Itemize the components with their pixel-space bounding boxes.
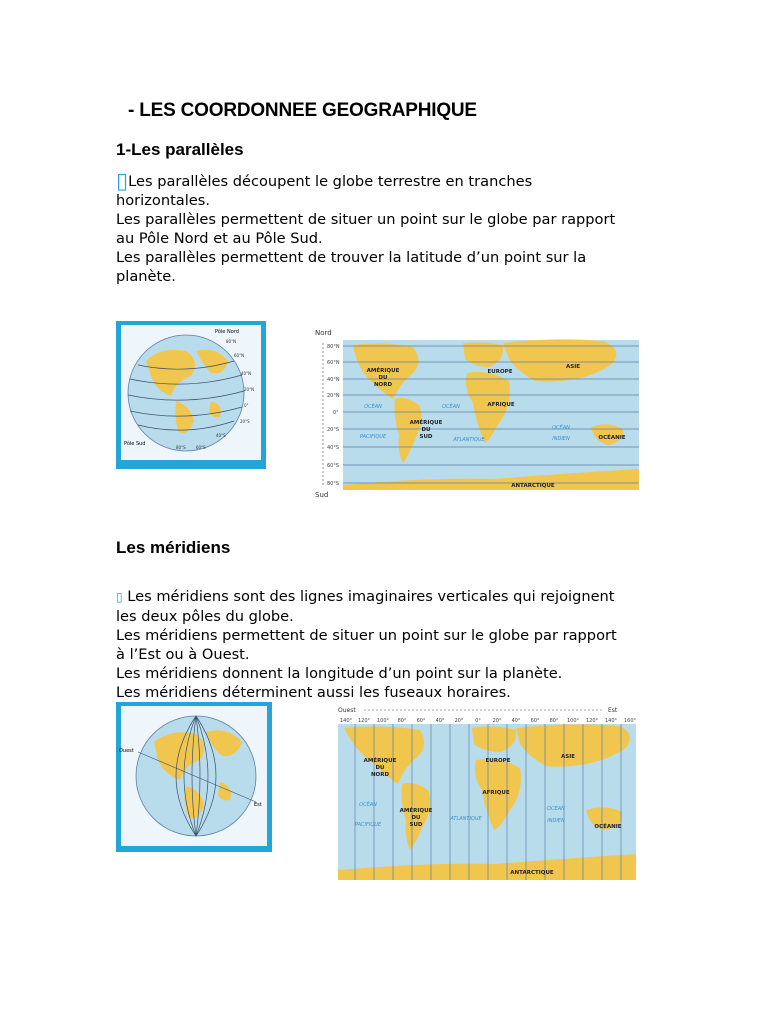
lon-tick: 120° <box>357 718 371 724</box>
world-map-parallels-image <box>313 323 645 499</box>
page-title: - LES COORDONNEE GEOGRAPHIQUE <box>128 100 477 121</box>
lon-tick: 20° <box>454 718 464 724</box>
continent-label: SUD <box>419 434 433 440</box>
section-heading-paralleles: 1-Les parallèles <box>116 140 244 159</box>
nord-label: Nord <box>315 329 332 337</box>
globe-parallels-image <box>116 321 266 469</box>
continent-label: NORD <box>373 382 393 388</box>
paragraph-line: au Pôle Nord et au Pôle Sud. <box>116 230 323 247</box>
lat-tick: 80°N <box>327 344 340 350</box>
section-heading-meridiens: Les méridiens <box>116 538 231 557</box>
paragraph-line: Les parallèles permettent de situer un point sur le globe par rapport <box>116 211 616 228</box>
lon-tick: 40° <box>435 718 445 724</box>
paragraph-line: Les méridiens donnent la longitude d’un point sur la planète. <box>116 665 563 682</box>
ocean-label: OCÉAN <box>552 425 570 431</box>
lon-tick: 120° <box>585 718 599 724</box>
lon-tick: 140° <box>604 718 618 724</box>
lon-tick: 100° <box>376 718 390 724</box>
lat-tick: 80°S <box>327 481 340 487</box>
lat-label: 60°S <box>196 445 206 450</box>
continent-label: ANTARCTIQUE <box>510 870 554 876</box>
ocean-label: ATLANTIQUE <box>450 816 482 822</box>
ocean-label: INDIEN <box>547 818 565 824</box>
lat-label: 60°N <box>234 353 245 358</box>
paragraph-line: Les méridiens déterminent aussi les fuseaux horaires. <box>116 684 511 701</box>
continent-label: ANTARCTIQUE <box>511 483 555 489</box>
ocean-label: PACIFIQUE <box>354 822 382 828</box>
lon-tick: 80° <box>397 718 407 724</box>
lat-tick: 60°N <box>327 360 340 366</box>
continent-label: AFRIQUE <box>487 402 515 408</box>
lat-tick: 60°S <box>327 463 340 469</box>
paragraph-line: à l’Est ou à Ouest. <box>116 646 250 663</box>
lon-tick: 20° <box>492 718 502 724</box>
bullet-icon: ▯ <box>116 590 123 604</box>
ocean-label: PACIFIQUE <box>359 434 387 440</box>
lat-label: 40°N <box>241 371 252 376</box>
paragraph-line: les deux pôles du globe. <box>116 608 294 625</box>
ocean-label: OCÉAN <box>364 404 382 410</box>
ocean-label: INDIEN <box>552 436 570 442</box>
paragraph-line: horizontales. <box>116 192 211 209</box>
lon-tick: 100° <box>566 718 580 724</box>
ouest-label: Ouest <box>338 707 356 714</box>
bullet-icon: ▯ <box>116 169 129 194</box>
continent-label: EUROPE <box>485 758 511 764</box>
continent-label: DU <box>375 765 385 771</box>
paragraph-line: Les méridiens permettent de situer un point sur le globe par rapport <box>116 627 617 644</box>
continent-label: DU <box>378 375 388 381</box>
pole-nord-label: Pôle Nord <box>215 329 239 335</box>
continent-label: SUD <box>409 822 423 828</box>
lat-label: 80°N <box>226 339 237 344</box>
lat-label: 20°N <box>244 387 255 392</box>
est-label: Est <box>254 802 262 808</box>
lat-tick: 40°N <box>327 377 340 383</box>
continent-label: AMÉRIQUE <box>363 758 397 764</box>
lon-tick: 60° <box>416 718 426 724</box>
paralleles-paragraph <box>116 169 656 286</box>
sud-label: Sud <box>315 491 329 499</box>
continent-label: AFRIQUE <box>482 790 510 796</box>
lat-label: 80°S <box>176 445 186 450</box>
est-label: Est <box>608 707 618 714</box>
lon-tick: 60° <box>530 718 540 724</box>
lat-tick: 20°S <box>327 427 340 433</box>
lon-tick: 80° <box>549 718 559 724</box>
ouest-label: Ouest <box>119 748 134 754</box>
ocean-label: OCÉAN <box>442 404 460 410</box>
pole-sud-label: Pôle Sud <box>124 441 146 447</box>
world-map-meridians-image <box>324 702 650 882</box>
lat-tick: 0° <box>333 410 339 416</box>
paragraph-line: Les parallèles permettent de trouver la latitude d’un point sur la <box>116 249 587 266</box>
ocean-label: OCÉAN <box>547 806 565 812</box>
lon-tick: 160° <box>623 718 637 724</box>
lon-tick: 140° <box>339 718 353 724</box>
continent-label: OCÉANIE <box>598 435 626 441</box>
paragraph-line: Les parallèles découpent le globe terrestre en tranches <box>128 173 533 190</box>
lat-tick: 40°S <box>327 445 340 451</box>
meridiens-paragraph <box>116 587 656 702</box>
lat-label: 0° <box>244 403 249 408</box>
continent-label: ASIE <box>565 364 581 370</box>
continent-label: AMÉRIQUE <box>366 368 400 374</box>
lat-tick: 20°N <box>327 393 340 399</box>
lat-label: 40°S <box>216 433 226 438</box>
continent-label: NORD <box>370 772 390 778</box>
paragraph-line: planète. <box>116 268 176 285</box>
continent-label: DU <box>411 815 421 821</box>
paragraph-line: Les méridiens sont des lignes imaginaires verticales qui rejoignent <box>127 588 615 605</box>
continent-label: OCÉANIE <box>594 824 622 830</box>
continent-label: EUROPE <box>487 369 513 375</box>
lon-tick: 40° <box>511 718 521 724</box>
ocean-label: ATLANTIQUE <box>453 437 485 443</box>
continent-label: AMÉRIQUE <box>399 808 433 814</box>
lat-label: 20°S <box>240 419 250 424</box>
globe-meridians-image <box>116 702 272 852</box>
ocean-label: OCÉAN <box>359 802 377 808</box>
continent-label: DU <box>421 427 431 433</box>
continent-label: ASIE <box>560 754 576 760</box>
lon-tick: 0° <box>475 718 481 724</box>
continent-label: AMÉRIQUE <box>409 420 443 426</box>
